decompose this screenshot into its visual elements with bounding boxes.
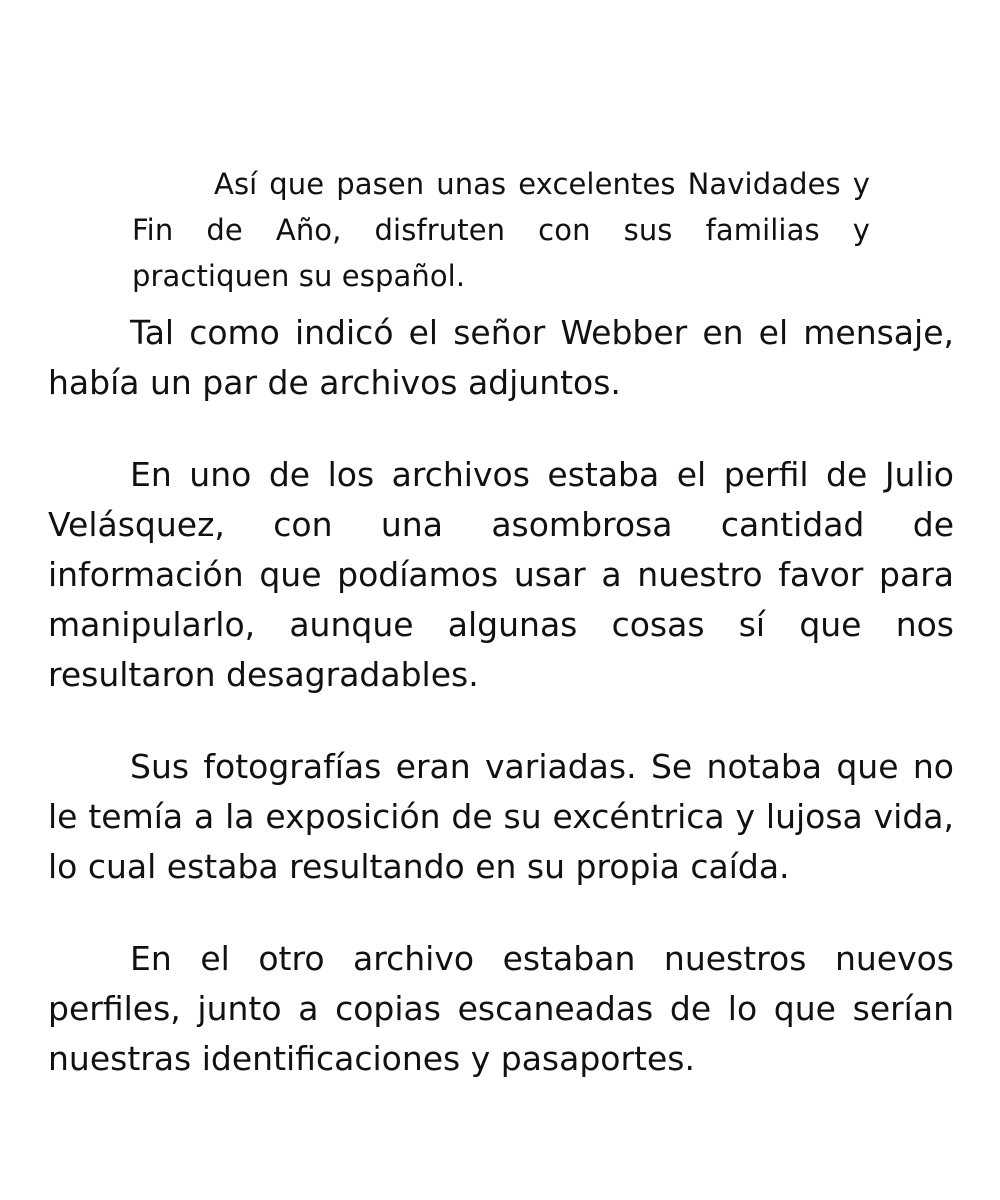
paragraph-4: En el otro archivo estaban nuestros nuevos perfiles, junto a copias escaneadas de lo que serían nuestras identificaciones y pasaportes. — [48, 939, 954, 1078]
paragraph-2: En uno de los archivos estaba el perfil de Julio Velásquez, con una asombrosa cantidad de información que podíamos usar a nuestro favor para manipularlo, aunque algunas cosas sí que nos resultaron desagradables. — [48, 455, 954, 694]
quoted-message-excerpt: Así que pasen unas excelentes Navidades y Fin de Año, disfruten con sus familias y practiquen su español. — [132, 167, 870, 293]
paragraph-3: Sus fotografías eran variadas. Se notaba que no le temía a la exposición de su excéntrica y lujosa vida, lo cual estaba resultando en su propia caída. — [48, 747, 954, 886]
paragraph-1: Tal como indicó el señor Webber en el mensaje, había un par de archivos adjuntos. — [48, 313, 954, 402]
